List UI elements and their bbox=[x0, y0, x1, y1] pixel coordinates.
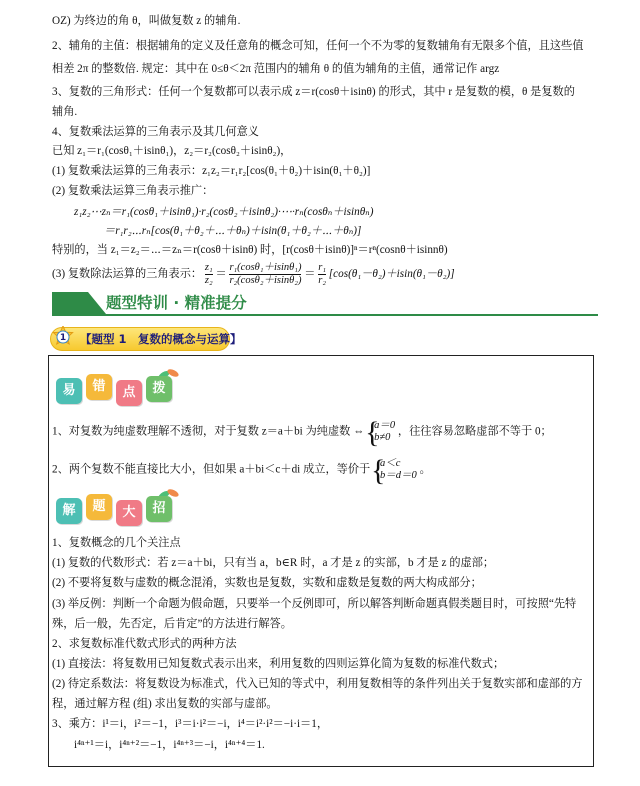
frac-rhs-num: r₁ bbox=[318, 262, 326, 273]
frac-rhs-den: r₂ bbox=[318, 275, 326, 286]
intro-line-8: (1) 复数乘法运算的三角表示：z₁z₂＝r₁r₂[cos(θ₁＋θ₂)＋isin(θ₁＋θ₂)] bbox=[52, 165, 371, 177]
intro-line-12: 特别的，当 z₁＝z₂＝⋯＝zₙ＝r(cosθ＋isinθ) 时，[r(cosθ＋isinθ)]ⁿ＝rⁿ(cosnθ＋isinnθ) bbox=[52, 244, 448, 256]
section-header bbox=[52, 292, 598, 316]
method-line-3: (2) 不要将复数与虚数的概念混淆，实数也是复数，实数和虚数是复数的两大构成部分； bbox=[52, 577, 482, 589]
intro-line-9: (2) 复数乘法运算三角表示推广： bbox=[52, 185, 214, 197]
frac-mid bbox=[229, 262, 301, 287]
frac-lhs-den: z₂ bbox=[204, 275, 213, 286]
pitfall-2 bbox=[52, 458, 431, 482]
intro-line-3: 相差 2π 的整数倍. 规定：其中在 0≤θ＜2π 范围内的辅角 θ 的值为辅角的主值，通常记作 argz bbox=[52, 63, 500, 75]
method-line-10: 3、乘方：i¹＝i，i²＝−1，i³＝i·i²＝−i，i⁴＝i²·i²＝−i·i＝1， bbox=[52, 718, 329, 730]
intro-line-4: 3、复数的三角形式：任何一个复数都可以表示成 z＝r(cosθ＋isinθ) 的形式，其中 r 是复数的模，θ 是复数的 bbox=[52, 86, 575, 98]
frac-rhs bbox=[318, 262, 326, 287]
method-line-2: (1) 复数的代数形式：若 z＝a＋bi，只有当 a，b∈R 时，a 才是 z 的实部，b 才是 z 的虚部； bbox=[52, 557, 495, 569]
section-title: 题型特训 · 精准提分 bbox=[106, 294, 247, 312]
tile-jie: 解 bbox=[56, 498, 82, 524]
star-badge-icon bbox=[52, 326, 74, 348]
section-bar-block bbox=[52, 292, 88, 314]
method-line-7: (1) 直接法：将复数用已知复数式表示出来，利用复数的四则运算化简为复数的标准代数式； bbox=[52, 658, 505, 670]
pitfall-1 bbox=[52, 420, 552, 444]
pitfall-2-tail: 。 bbox=[419, 463, 431, 476]
method-line-8: (2) 待定系数法：将复数设为标准式，代入已知的等式中，利用复数相等的条件列出关于复数实部和虚部的方 bbox=[52, 678, 583, 690]
tile-dian: 点 bbox=[116, 380, 142, 406]
pitfall-1-case-1: { a＝0 bbox=[374, 420, 396, 431]
division-label: (3) 复数除法运算的三角表示： bbox=[52, 268, 203, 281]
method-tiles bbox=[56, 486, 196, 532]
method-line-4: (3) 举反例：判断一个命题为假命题，只要举一个反例即可，所以解答判断命题真假类题目时，可按照“先特 bbox=[52, 598, 577, 610]
tile-cuo: 错 bbox=[86, 374, 112, 400]
pitfall-1-text: 1、对复数为纯虚数理解不透彻，对于复数 z＝a＋bi 为纯虚数 ⇔ bbox=[52, 425, 365, 438]
tile-zhao: 招 bbox=[146, 496, 172, 522]
pitfall-1-case-2: b≠0 bbox=[374, 432, 391, 443]
tile-bo: 拨 bbox=[146, 376, 172, 402]
pitfall-1-tail: ，往往容易忽略虚部不等于 0； bbox=[397, 425, 552, 438]
topic-label: 【题型 1 复数的概念与运算】 bbox=[80, 332, 242, 346]
pitfall-tiles bbox=[56, 366, 196, 412]
intro-line-10: z₁z₂⋯zₙ＝r₁(cosθ₁＋isinθ₁)·r₂(cosθ₂＋isinθ₂)·⋯·rₙ(cosθₙ＋isinθₙ) bbox=[74, 206, 374, 218]
pitfall-2-case-1: { a＜c bbox=[380, 458, 401, 469]
tile-ti: 题 bbox=[86, 494, 112, 520]
intro-line-1: OZ) 为终边的角 θ，叫做复数 z 的辅角. bbox=[52, 15, 241, 27]
method-line-6: 2、求复数标准代数式形式的两种方法 bbox=[52, 638, 237, 650]
section-underline bbox=[52, 314, 598, 316]
intro-line-2: 2、辅角的主值：根据辅角的定义及任意角的概念可知，任何一个不为零的复数辅角有无限多个值，且这些值 bbox=[52, 40, 584, 52]
division-formula: (3) 复数除法运算的三角表示： $\frac{\text{z₁}}{\text{z₂}}$ ＝ $\frac{\text{r₁(cosθ₁＋isinθ₁)}}{\text{r₂(cosθ₂＋isinθ₂)}}$ ＝ $\frac{\text{r₁}}{\text{r₂}}$ [cos(θ₁－θ₂)＋isin(θ₁－θ₂)] bbox=[52, 262, 455, 286]
pitfall-1-cases bbox=[367, 420, 395, 444]
pitfall-2-text: 2、两个复数不能直接比大小，但如果 a＋bi＜c＋di 成立，等价于 bbox=[52, 463, 371, 476]
pitfall-2-case-2: b＝d＝0 bbox=[380, 470, 417, 481]
intro-line-7: 已知 z₁＝r₁(cosθ₁＋isinθ₁)，z₂＝r₂(cosθ₂＋isinθ₂)， bbox=[52, 145, 292, 157]
frac-lhs-num: z₁ bbox=[204, 262, 213, 273]
method-line-9: 程，通过解方程 (组) 求出复数的实部与虚部。 bbox=[52, 698, 278, 710]
method-line-5: 殊，后一般，先否定，后肯定”的方法进行解答。 bbox=[52, 618, 292, 630]
frac-mid-num: r₁(cosθ₁＋isinθ₁) bbox=[229, 262, 302, 273]
topic-number: 1 bbox=[59, 333, 67, 344]
intro-line-6: 4、复数乘法运算的三角表示及其几何意义 bbox=[52, 126, 259, 138]
pitfall-2-cases bbox=[373, 458, 417, 482]
method-line-1: 1、复数概念的几个关注点 bbox=[52, 537, 181, 549]
method-line-11: i⁴ⁿ⁺¹＝i，i⁴ⁿ⁺²＝−1，i⁴ⁿ⁺³＝−i，i⁴ⁿ⁺⁴＝1. bbox=[74, 739, 265, 751]
frac-mid-den: r₂(cosθ₂＋isinθ₂) bbox=[229, 275, 302, 286]
tile-yi: 易 bbox=[56, 378, 82, 404]
intro-line-5: 辅角. bbox=[52, 106, 78, 118]
intro-line-11: ＝r₁r₂⋯rₙ[cos(θ₁＋θ₂＋⋯＋θₙ)＋isin(θ₁＋θ₂＋⋯＋θₙ)] bbox=[104, 225, 362, 237]
tile-da: 大 bbox=[116, 500, 142, 526]
division-tail: [cos(θ₁－θ₂)＋isin(θ₁－θ₂)] bbox=[328, 268, 455, 281]
section-bar-wedge bbox=[88, 292, 106, 314]
frac-lhs bbox=[205, 262, 213, 287]
